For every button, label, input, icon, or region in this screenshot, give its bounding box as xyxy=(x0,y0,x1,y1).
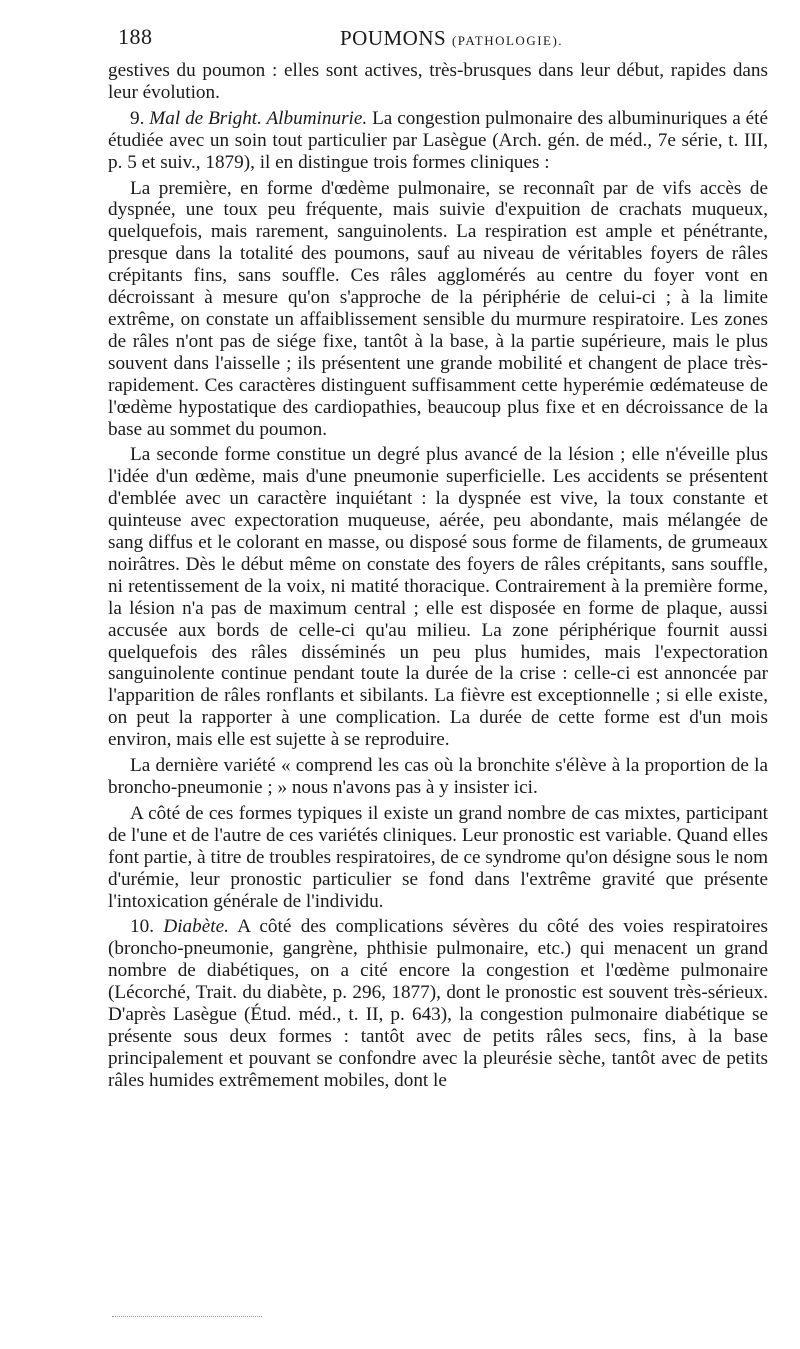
paragraph-text: La dernière variété « comprend les cas où la bronchite s'élève à la proportion de la broncho-pneumonie ; » nous n'avons pas à y insister ici. xyxy=(108,755,768,798)
footer-rule xyxy=(112,1316,262,1318)
paragraph xyxy=(108,178,768,441)
paragraph-section-10 xyxy=(108,916,768,1091)
paragraph xyxy=(108,444,768,751)
section-title: Diabète. xyxy=(163,916,229,938)
paragraph xyxy=(108,803,768,913)
paragraph-text: La seconde forme constitue un degré plus avancé de la lésion ; elle n'éveille plus l'idée d'un œdème, mais d'une pneumonie superficielle. Les accidents se présentent d'emblée avec un caractère inquiétant : la dyspnée est vive, la toux constante et quinteuse avec expectoration muqueuse, aérée, peu abondante, mais mélangée de sang diffus et le colorant en masse, ou disposé sous forme de filaments, de grumeaux noirâtres. Dès le début même on constate des foyers de râles crépitants, sans souffle, ni retentissement de la voix, ni matité thoracique. Contrairement à la première forme, la lésion n'a pas de maximum central ; elle est disposée en forme de plaque, aussi accusée aux bords de celle-ci qu'au milieu. La zone périphérique fournit aussi quelquefois des râles disséminés un peu plus humides, mais l'expectoration sanguinolente continue pendant toute la durée de la crise : celle-ci est annoncée par l'apparition de râles ronflants et sibilants. La fièvre est exceptionnelle ; si elle existe, on peut la rapporter à une complication. La durée de cette forme est d'un mois environ, mais elle est sujette à se reproduire. xyxy=(108,444,768,751)
running-title xyxy=(340,26,563,51)
page-number: 188 xyxy=(118,24,153,49)
paragraph-continued xyxy=(108,60,768,104)
paragraph-text: gestives du poumon : elles sont actives, très-brusques dans leur début, rapides dans leur évolution. xyxy=(108,60,768,103)
paragraph-text: A côté de ces formes typiques il existe un grand nombre de cas mixtes, participant de l'une et de l'autre de ces variétés cliniques. Leur pronostic est variable. Quand elles font partie, à titre de troubles respiratoires, de ce syndrome qu'on désigne sous le nom d'urémie, leur pronostic particulier se fond dans l'extrême gravité que présente l'intoxication générale de l'individu. xyxy=(108,802,768,912)
paragraph-section-9 xyxy=(108,108,768,174)
section-number: 10. xyxy=(130,916,154,938)
body-text xyxy=(108,60,768,1092)
paragraph xyxy=(108,755,768,799)
running-title-main: POUMONS xyxy=(340,26,447,50)
paragraph-text: La première, en forme d'œdème pulmonaire, se reconnaît par de vifs accès de dyspnée, une toux peu fréquente, mais suivie d'expuition de crachats muqueux, quelquefois, mais rarement, sanguinolents. La respiration est ample et pénétrante, presque dans la totalité des poumons, sauf au niveau de véritables foyers de râles crépitants fins, sans souffle. Ces râles agglomérés au centre du foyer vont en décroissant à mesure qu'on s'approche de la périphérie de celui-ci ; à la limite extrême, on constate un affaiblissement sensible du murmure respiratoire. Les zones de râles n'ont pas de siége fixe, tantôt à la base, à la partie supérieure, mais le plus souvent dans l'aisselle ; ils présentent une grande mobilité et changent de place très-rapidement. Ces caractères distinguent suffisamment cette hyperémie œdémateuse de l'œdème hypostatique des cardiopathies, beaucoup plus fixe et en décroissance de la base au sommet du poumon. xyxy=(108,177,768,440)
page-header xyxy=(118,24,758,54)
section-number: 9. xyxy=(130,107,145,129)
section-title: Mal de Bright. Albuminurie. xyxy=(149,107,368,129)
paragraph-text: A côté des complications sévères du côté des voies respiratoires (broncho-pneumonie, gangrène, phthisie pulmonaire, etc.) qui menacent un grand nombre de diabétiques, on a cité encore la congestion et l'œdème pulmonaire (Lécorché, Trait. du diabète, p. 296, 1877), dont le pronostic est souvent très-sérieux. D'après Lasègue (Étud. méd., t. II, p. 643), la congestion pulmonaire diabétique se présente sous deux formes : tantôt avec de petits râles secs, fins, à la base principalement et pouvant se confondre avec la pleurésie sèche, tantôt avec de petits râles humides extrêmement mobiles, dont le xyxy=(108,916,769,1091)
running-title-sub: (PATHOLOGIE). xyxy=(451,33,564,48)
paragraph-text: La congestion pulmonaire des albuminuriques a été étudiée avec un soin tout particulier par Lasègue (Arch. gén. de méd., 7e série, t. III, p. 5 et suiv., 1879), il en distingue trois formes cliniques : xyxy=(108,107,768,173)
